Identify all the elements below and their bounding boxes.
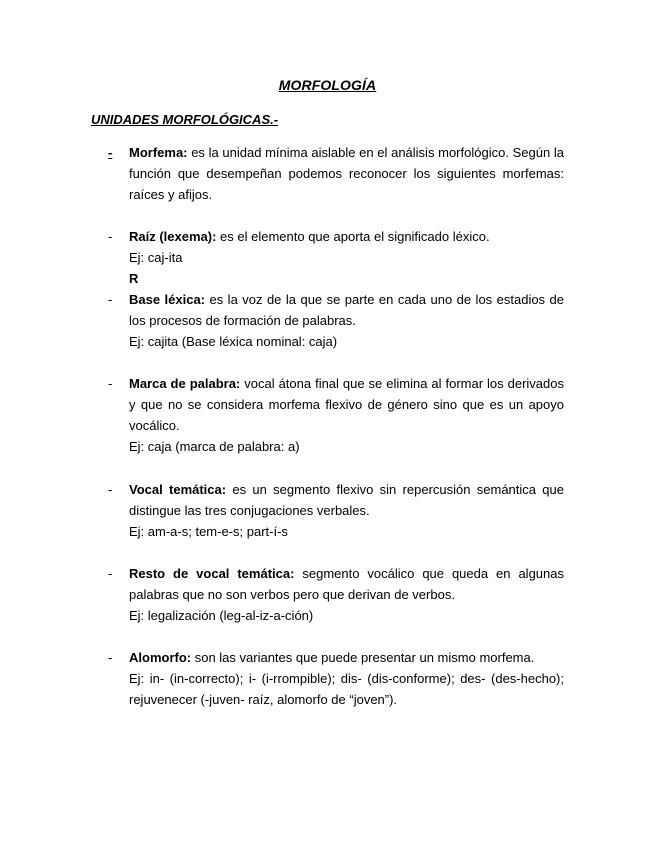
entry-body bbox=[129, 647, 564, 710]
example-line: Ej: am-a-s; tem-e-s; part-í-s bbox=[129, 524, 288, 539]
term-definition: vocal átona final que se elimina al formar los derivados y que no se considera morfema flexivo de género sino que es un apoyo vocálico. bbox=[129, 376, 565, 433]
definition-entry-resto-de-vocal-tematica bbox=[108, 563, 564, 626]
term-definition: son las variantes que puede presentar un mismo morfema. bbox=[191, 650, 535, 665]
example-line: Ej: caja (marca de palabra: a) bbox=[129, 439, 300, 454]
term-label: Marca de palabra: bbox=[129, 376, 241, 391]
term-label: Morfema: bbox=[129, 145, 188, 160]
list-dash: - bbox=[108, 650, 113, 665]
definition-entry-base-lexica bbox=[108, 289, 564, 352]
term-label: Vocal temática: bbox=[129, 482, 227, 497]
definition-entry-morfema bbox=[108, 142, 564, 205]
term-definition: segmento vocálico que queda en algunas palabras que no son verbos pero que derivan de verbos. bbox=[129, 566, 564, 602]
example-line: Ej: legalización (leg-al-iz-a-ción) bbox=[129, 608, 314, 623]
term-label: Raíz (lexema): bbox=[129, 229, 217, 244]
list-dash: - bbox=[108, 482, 113, 497]
section-title: UNIDADES MORFOLÓGICAS.- bbox=[91, 112, 279, 127]
term-definition: es la voz de la que se parte en cada uno de los estadios de los procesos de formación de palabras. bbox=[129, 292, 564, 328]
list-dash: - bbox=[108, 229, 113, 244]
entry-body bbox=[129, 289, 564, 352]
entry-body bbox=[129, 373, 564, 457]
definition-entry-alomorfo bbox=[108, 647, 564, 710]
term-label: Alomorfo: bbox=[129, 650, 192, 665]
example-line: Ej: in- (in-correcto); i- (i-rrompible); dis- (dis-conforme); des- (des-hecho); rejuvenecer (-juven- raíz, alomorfo de “joven”). bbox=[129, 671, 564, 707]
list-dash: - bbox=[108, 292, 113, 307]
term-definition: es la unidad mínima aislable en el análisis morfológico. Según la función que desempeñan podemos reconocer los siguientes morfemas: raíces y afijos. bbox=[129, 145, 564, 202]
entry-body bbox=[129, 479, 564, 542]
definition-entry-marca-de-palabra bbox=[108, 373, 564, 457]
root-marker: R bbox=[129, 271, 139, 286]
definition-entry-raiz bbox=[108, 226, 564, 289]
list-dash: - bbox=[108, 566, 113, 581]
entry-body bbox=[129, 226, 564, 268]
term-label: Resto de vocal temática: bbox=[129, 566, 295, 581]
definition-entry-vocal-tematica bbox=[108, 479, 564, 542]
term-definition: es el elemento que aporta el significado léxico. bbox=[216, 229, 490, 244]
term-definition: es un segmento flexivo sin repercusión semántica que distingue las tres conjugaciones verbales. bbox=[129, 482, 564, 518]
example-line: Ej: caj-ita bbox=[129, 250, 183, 265]
entry-body bbox=[129, 563, 564, 626]
list-dash: - bbox=[108, 145, 113, 160]
example-line: Ej: cajita (Base léxica nominal: caja) bbox=[129, 334, 338, 349]
entry-body bbox=[129, 142, 564, 205]
term-label: Base léxica: bbox=[129, 292, 206, 307]
page-title: MORFOLOGÍA bbox=[278, 77, 377, 93]
list-dash: - bbox=[108, 376, 113, 391]
